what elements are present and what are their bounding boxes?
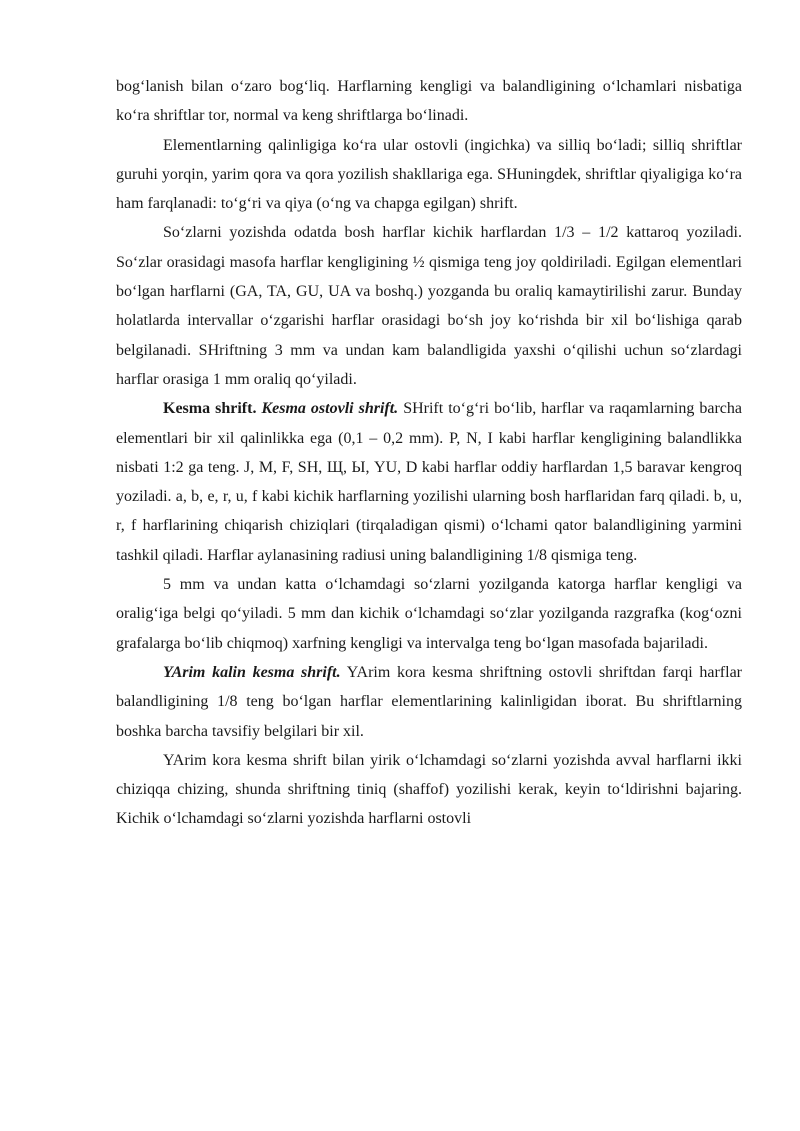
paragraph-large-size: 5 mm va undan katta o‘lchamdagi so‘zlarni yozilganda katorga harflar kengligi va oralig‘iga belgi qo‘yiladi. 5 mm dan kichik o‘lchamdagi so‘zlar yozilganda razgrafka (kog‘ozni grafalarga bo‘lib chiqmoq) xarfning kengligi va intervalga teng bo‘lgan masofada bajariladi.	[116, 576, 742, 652]
paragraph-yarim-kora-writing: YArim kora kesma shrift bilan yirik o‘lchamdagi so‘zlarni yozishda avval harflarni ikki chiziqqa chizing, shunda shriftning tiniq (shaffof) yozilishi kerak, keyin to‘ldirishni bajaring. Kichik o‘lchamdagi so‘zlarni yozishda harflarni ostovli	[116, 751, 742, 828]
paragraph-kesma-text: SHrift to‘g‘ri bo‘lib, harflar va raqamlarning barcha elementlari bir xil qalinlikka ega (0,1 – 0,2 mm). P, N, I kabi harflar kengligining balandlikka nisbati 1:2 ga teng. J, M, F, SH, Щ, Ы, YU, D kabi harflar oddiy harflardan 1,5 baravar kengroq yoziladi. a, b, e, r, u, f kabi kichik harflarning yozilishi ularning bosh harflaridan farq qiladi. b, u, r, f harflarining chiqarish chiziqlari (tirqaladigan qismi) o‘lchami qator balandligining yarmini tashkil qiladi. Harflar aylanasining radiusi uning balandligining 1/8 qismiga teng.	[116, 400, 743, 564]
paragraph-continuation: bog‘lanish bilan o‘zaro bog‘liq. Harflarning kengligi va balandligining o‘lchamlari nisbatiga ko‘ra shriftlar tor, normal va keng shriftlarga bo‘linadi.	[116, 78, 742, 125]
paragraph-spacing: So‘zlarni yozishda odatda bosh harflar kichik harflardan 1/3 – 1/2 kattaroq yoziladi. So‘zlar orasidagi masofa harflar kengligining ½ qismiga teng joy qoldiriladi. Egilgan elementlari bo‘lgan harflarni (GA, TA, GU, UA va boshq.) yozganda bu oraliq kamaytirilishi zarur. Bunday holatlarda intervallar o‘zgarishi harflar orasidagi bo‘sh joy ko‘rishda bir xil bo‘lishiga qarab belgilanadi. SHriftning 3 mm va undan kam balandligida yaxshi o‘qilishi uchun so‘zlardagi harflar orasiga 1 mm oraliq qo‘yiladi.	[116, 224, 742, 388]
paragraph-yarim-kalin-text: YArim kora kesma shriftning ostovli shriftdan farqi harflar balandligining 1/8 teng bo‘lgan harflar elementlarining kalinligidan iborat. Bu shriftlarning boshka barcha tavsifiy belgilari bir xil.	[116, 663, 742, 740]
heading-kesma-ostovli-shrift: Kesma ostovli shrift.	[261, 400, 399, 418]
paragraph-kesma-shrift	[116, 394, 742, 570]
heading-yarim-kalin-kesma-shrift: YArim kalin kesma shrift.	[163, 663, 341, 681]
heading-kesma-shrift: Kesma shrift.	[163, 400, 257, 418]
document-page	[116, 72, 742, 834]
paragraph-thickness: Elementlarning qalinligiga ko‘ra ular ostovli (ingichka) va silliq bo‘ladi; silliq shriftlar guruhi yorqin, yarim qora va qora yozilish shakllariga ega. SHuningdek, shriftlar qiyaligiga ko‘ra ham farqlanadi: to‘g‘ri va qiya (o‘ng va chapga egilgan) shrift.	[116, 136, 742, 213]
paragraph-yarim-kalin	[116, 658, 742, 746]
